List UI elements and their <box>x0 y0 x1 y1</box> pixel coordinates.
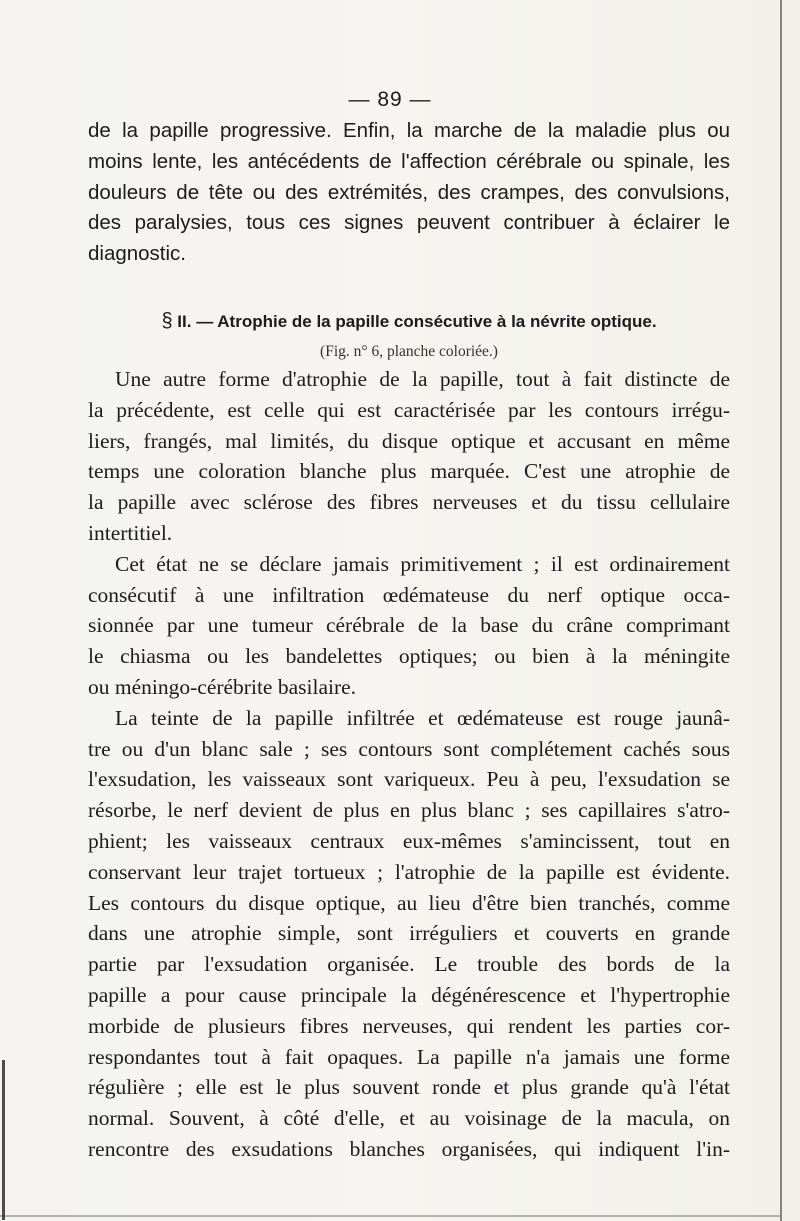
text-line: Les contours du disque optique, au lieu d'être bien tranchés, comme <box>88 890 730 915</box>
text-line: consécutif à une infiltration œdémateuse du nerf optique occa- <box>88 582 730 607</box>
text-line: de la papille progressive. Enfin, la marche de la maladie plus ou <box>88 119 730 142</box>
text-line: partie par l'exsudation organisée. Le trouble des bords de la <box>88 952 730 977</box>
text-line: liers, frangés, mal limités, du disque optique et accusant en même <box>88 428 730 453</box>
text-line: Une autre forme d'atrophie de la papille, tout à fait distincte de <box>115 367 730 391</box>
text-line: La teinte de la papille infiltrée et œdémateuse est rouge jaunâ- <box>115 705 730 730</box>
paragraph <box>88 364 730 549</box>
text-line: des paralysies, tous ces signes peuvent contribuer à éclairer le <box>88 211 730 235</box>
text-line: diagnostic. <box>88 242 187 266</box>
section-title: II. — Atrophie de la papille consécutive à la névrite optique. <box>177 312 657 331</box>
figure-reference: (Fig. n° 6, planche coloriée.) <box>320 343 498 360</box>
text-line: la précédente, est celle qui est caractérisée par les contours irrégu- <box>88 397 730 422</box>
text-line: le chiasma ou les bandelettes optiques; ou bien à la méningite <box>88 644 730 669</box>
section-heading <box>88 310 730 333</box>
text-line: temps une coloration blanche plus marquée. C'est une atrophie de <box>88 459 730 484</box>
text-line: tre ou d'un blanc sale ; ses contours sont complétement cachés sous <box>88 736 730 761</box>
page-number: — 89 — <box>348 88 432 111</box>
text-line: Cet état ne se déclare jamais primitivement ; il est ordinairement <box>115 551 730 576</box>
text-line: régulière ; elle est le plus souvent ronde et plus grande qu'à l'état <box>88 1075 730 1100</box>
text-line: rencontre des exsudations blanches organisées, qui indiquent l'in- <box>88 1136 730 1161</box>
paragraph-intro <box>88 116 730 270</box>
section-symbol: § <box>161 310 173 332</box>
paragraph <box>88 703 730 1165</box>
text-line: douleurs de tête ou des extrémités, des crampes, des convulsions, <box>88 180 730 204</box>
text-line: la papille avec sclérose des fibres nerveuses et du tissu cellulaire <box>88 490 730 515</box>
text-line: intertitiel. <box>88 520 173 545</box>
text-line: sionnée par une tumeur cérébrale de la base du crâne comprimant <box>88 613 730 638</box>
text-line: papille a pour cause principale la dégénérescence et l'hypertrophie <box>88 982 730 1007</box>
page-bottom-edge <box>0 1215 780 1217</box>
text-line: phient; les vaisseaux centraux eux-mêmes s'amincissent, tout en <box>88 828 730 853</box>
page-edge-shadow <box>780 0 782 1221</box>
text-line: dans une atrophie simple, sont irréguliers et couverts en grande <box>88 921 730 946</box>
text-line: résorbe, le nerf devient de plus en plus blanc ; ses capillaires s'atro- <box>88 798 730 823</box>
text-line: moins lente, les antécédents de l'affection cérébrale ou spinale, les <box>88 149 730 173</box>
text-line: l'exsudation, les vaisseaux sont variqueux. Peu à peu, l'exsudation se <box>88 767 730 792</box>
text-line: morbide de plusieurs fibres nerveuses, qui rendent les parties cor- <box>88 1013 730 1038</box>
text-line: normal. Souvent, à côté d'elle, et au voisinage de la macula, on <box>88 1106 730 1131</box>
text-line: ou méningo-cérébrite basilaire. <box>88 674 357 699</box>
binding-mark <box>2 1060 5 1220</box>
paragraph <box>88 549 730 703</box>
text-line: conservant leur trajet tortueux ; l'atrophie de la papille est évidente. <box>88 859 730 884</box>
text-line: respondantes tout à fait opaques. La papille n'a jamais une forme <box>88 1044 730 1069</box>
section-body <box>88 364 730 1165</box>
